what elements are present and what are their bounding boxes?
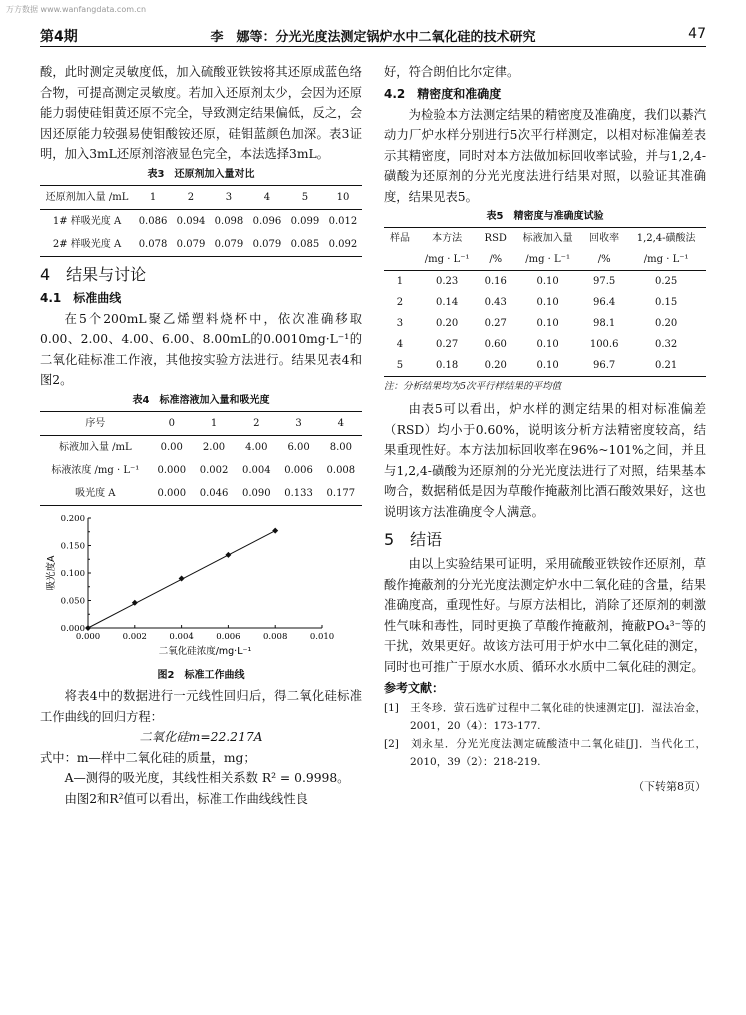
section-heading: 5 结语	[384, 530, 443, 549]
y-tick-label: 0.000	[60, 623, 85, 634]
table-cell: 0.15	[655, 297, 678, 308]
table-cell: 1	[396, 276, 404, 287]
table-cell: 0.27	[435, 339, 459, 350]
table-cell: /%	[582, 249, 626, 271]
table-cell: 0.10	[536, 339, 559, 350]
table-cell: 8.00	[329, 441, 352, 453]
y-tick-label: 0.150	[60, 541, 85, 551]
table-cell: 标液浓度 /mg · L⁻¹	[51, 464, 140, 476]
table-cell: /mg · L⁻¹	[626, 249, 706, 271]
table-cell: 样品	[389, 233, 410, 244]
table-cell: 4.00	[245, 441, 268, 453]
table-header-row	[384, 228, 706, 250]
paragraph: 由图2和R²值可以看出，标准工作曲线线性良	[64, 791, 308, 806]
table-cell: 回收率	[589, 233, 620, 244]
table-cell: 0.085	[290, 238, 320, 250]
x-tick-label: 0.006	[216, 631, 241, 642]
x-tick-label: 0.002	[122, 631, 147, 642]
table-cell: /mg · L⁻¹	[416, 249, 478, 271]
table-cell: 97.5	[593, 276, 616, 287]
table-cell: 0.000	[157, 487, 187, 499]
table-cell: 0.098	[214, 215, 244, 227]
table-cell: 2	[396, 297, 404, 308]
section-heading: 4 结果与讨论	[40, 264, 147, 284]
table-cell: 0.133	[284, 487, 313, 499]
table-cell: 96.7	[593, 360, 616, 371]
continued-note: （下转第8页）	[633, 780, 706, 793]
table-cell: 0.002	[199, 464, 229, 476]
page-number: 47	[688, 26, 706, 42]
table-cell: 0.079	[214, 238, 244, 250]
subsection-heading: 4.1 标准曲线	[40, 290, 122, 305]
running-header	[40, 24, 706, 47]
table-cell: 吸光度 A	[75, 487, 116, 499]
table-5	[384, 227, 706, 377]
table5-note: 注：分析结果均为5次平行样结果的平均值	[384, 381, 562, 392]
data-point	[85, 625, 91, 631]
paragraph: 将表4中的数据进行一元线性回归后，得二氧化硅标准工作曲线的回归方程：	[40, 689, 362, 724]
table-cell: 0.10	[536, 297, 559, 308]
references-heading: 参考文献：	[384, 681, 445, 695]
table-cell: 2# 样吸光度 A	[52, 238, 122, 250]
subsection-heading: 4.2 精密度和准确度	[384, 86, 502, 101]
table-cell: 还原剂加入量 /mL	[40, 185, 134, 209]
table-header-row	[40, 185, 362, 209]
table-cell: 1,2,4-磺酸法	[636, 233, 696, 244]
table-cell: 4	[320, 411, 362, 435]
table-cell: 2	[172, 185, 210, 209]
paragraph: 在5个200mL聚乙烯塑料烧杯中，依次准确移取0.00、2.00、4.00、6.00、8.00mL的0.0010mg·L⁻¹的二氧化硅标准工作液，其他按实验方法进行。结果见表4和图2。	[40, 311, 362, 387]
table-row	[40, 209, 362, 233]
table-cell: 0.10	[536, 276, 559, 287]
table-cell: 0.00	[160, 441, 183, 453]
x-tick-label: 0.004	[169, 631, 194, 642]
regression-equation: 二氧化硅m=22.217A	[139, 730, 263, 744]
table-row	[384, 271, 706, 293]
table-cell: 0.079	[252, 238, 282, 250]
table-cell: 本方法	[432, 233, 463, 244]
table-row	[40, 233, 362, 257]
table-cell: 0.004	[241, 464, 271, 476]
table-cell: 0.078	[138, 238, 168, 250]
table-row	[384, 334, 706, 355]
table-cell: 0.20	[655, 318, 678, 329]
figure-2	[40, 510, 362, 667]
table-cell: 0.099	[290, 215, 320, 227]
issue-number: 第4期	[40, 29, 78, 45]
table-cell: 0.16	[484, 276, 507, 287]
table-cell: 0.20	[435, 318, 459, 329]
table-cell: 98.1	[593, 318, 616, 329]
table4-caption: 表4 标准溶液加入量和吸光度	[132, 394, 270, 406]
table-cell: 0.43	[484, 297, 507, 308]
running-title: 李 娜等：分光光度法测定锅炉水中二氧化硅的技术研究	[210, 30, 536, 45]
table-row	[384, 355, 706, 377]
y-axis-label: 吸光度A	[46, 555, 57, 590]
x-axis-label: 二氧化硅浓度/mg·L⁻¹	[158, 645, 252, 657]
table-cell: 0.27	[484, 318, 507, 329]
table-cell: 0.092	[328, 238, 358, 250]
table-cell: /mg · L⁻¹	[513, 249, 582, 271]
table-cell: 0.18	[435, 360, 459, 371]
y-tick-label: 0.050	[60, 596, 85, 606]
watermark: 万方数据 www.wanfangdata.com.cn	[6, 5, 147, 14]
table-cell: 1	[193, 411, 235, 435]
table-cell	[384, 249, 416, 271]
paragraph: 由表5可以看出，炉水样的测定结果的相对标准偏差（RSD）均小于0.60%，说明该分析方法精密度较高，结果重现性好。本方法加标回收率在96%~101%之间，并且与1,2,4-磺酸为还原剂的分光光度法进行了对照，结果基本吻合，数据稍低是因为草酸作掩蔽剂比酒石酸效果好，这也说明该方法准确度令人满意。	[384, 402, 706, 519]
table-cell: 0.21	[655, 360, 678, 371]
data-point	[225, 551, 231, 557]
table-cell: 0.20	[484, 360, 507, 371]
table-row	[40, 482, 362, 506]
table-cell: 0.008	[326, 464, 356, 476]
table-row	[384, 313, 706, 334]
table-header-row	[384, 249, 706, 271]
reference-item: [1] 王冬珍．萤石选矿过程中二氧化硅的快速测定[J]．湿法冶金，2001，20（4）：173-177.	[384, 702, 706, 732]
table-cell: 1	[134, 185, 172, 209]
left-column	[40, 62, 362, 809]
table-cell: 0	[151, 411, 193, 435]
table-cell: 0.079	[176, 238, 206, 250]
table-cell: 序号	[40, 411, 151, 435]
table-cell: 0.086	[138, 215, 168, 227]
figure2-caption: 图2 标准工作曲线	[157, 670, 245, 681]
table-cell: 0.25	[655, 276, 678, 287]
table-4	[40, 411, 362, 506]
table-cell: 2.00	[202, 441, 226, 453]
table-cell: 0.094	[176, 215, 206, 227]
table-cell: 0.090	[241, 487, 271, 499]
table-cell: 0.10	[536, 360, 559, 371]
table-cell: 10	[324, 185, 362, 209]
paragraph: 为检验本方法测定结果的精密度及准确度，我们以綦汽动力厂炉水样分别进行5次平行样测定，以相对标准偏差表示其精密度，同时对本方法做加标回收率试验，并与1,2,4-磺酸为还原剂的分光光度法进行结果对照，以验证其准确度，结果见表5。	[384, 107, 706, 204]
table-cell: 0.32	[655, 339, 678, 350]
x-tick-label: 0.010	[309, 631, 335, 642]
y-tick-label: 0.200	[60, 513, 85, 524]
table-cell: 3	[210, 185, 248, 209]
table-row	[40, 459, 362, 482]
table-cell: 0.012	[328, 215, 358, 227]
table-cell: /%	[478, 249, 513, 271]
table-cell: 5	[396, 360, 404, 371]
table-cell: 4	[396, 339, 404, 350]
table-cell: 0.10	[536, 318, 559, 329]
paragraph: 由以上实验结果可证明，采用硫酸亚铁铵作还原剂，草酸作掩蔽剂的分光光度法测定炉水中二氧化硅的含量，结果准确度高，重现性好。与原方法相比，消除了还原剂的刺激性气味和毒性，同时更换了草酸作掩蔽剂，掩蔽PO₄³⁻等的干扰，效果更好。故该方法可用于炉水中二氧化硅的测定，同时也可推广于原水水质、循环水水质中二氧化硅的测定。	[384, 557, 706, 674]
table-cell: 3	[277, 411, 319, 435]
table-cell: 0.177	[326, 487, 356, 499]
table-cell: 6.00	[287, 441, 310, 453]
paragraph: 好，符合朗伯比尔定律。	[384, 65, 520, 79]
table-cell: 标液加入量	[522, 233, 573, 244]
table-cell: 1# 样吸光度 A	[52, 215, 122, 227]
table3-caption: 表3 还原剂加入量对比	[147, 168, 255, 180]
table-cell: 0.096	[252, 215, 282, 227]
data-point	[272, 527, 278, 533]
y-tick-label: 0.100	[60, 568, 85, 579]
table-3	[40, 185, 362, 257]
table-cell: 0.14	[435, 297, 459, 308]
table-cell: 0.046	[199, 487, 229, 499]
table-cell: 96.4	[593, 297, 616, 308]
table-cell: 4	[248, 185, 286, 209]
reference-item: [2] 刘永星．分光光度法测定硫酸渣中二氧化硅[J]．当代化工，2010，39（2）：218-219.	[384, 738, 706, 768]
table-cell: 标液加入量 /mL	[58, 441, 132, 453]
x-tick-label: 0.008	[263, 631, 288, 642]
table-cell: 5	[286, 185, 324, 209]
table5-caption: 表5 精密度与准确度试验	[486, 211, 604, 222]
table-row	[384, 292, 706, 313]
table-cell: 0.60	[484, 339, 507, 350]
table-cell: 100.6	[589, 339, 619, 350]
table-header-row	[40, 411, 362, 435]
table-row	[40, 435, 362, 459]
table-cell: 0.23	[435, 276, 459, 287]
table-cell: RSD	[484, 233, 507, 244]
table-cell: 3	[396, 318, 404, 329]
table-cell: 0.006	[284, 464, 313, 476]
equation-explanation: 式中：m—样中二氧化硅的质量，mg；	[40, 750, 256, 765]
right-column	[384, 62, 706, 798]
standard-curve-chart	[40, 510, 362, 660]
table-cell: 2	[235, 411, 277, 435]
equation-explanation: A—测得的吸光度，其线性相关系数 R² = 0.9998。	[64, 771, 350, 785]
paragraph: 酸，此时测定灵敏度低，加入硫酸亚铁铵将其还原成蓝色络合物，可提高测定灵敏度。若加入还原剂太少，会因为还原能力弱使硅钼黄还原不完全，导致测定结果偏低，反之，会因还原能力较强易使钼酸铵还原，硅钼蓝颜色加深。表3证明，加入3mL还原剂溶液显色完全，本法选择3mL。	[40, 65, 362, 161]
x-tick-label: 0.000	[75, 631, 101, 642]
table-cell: 0.000	[157, 464, 187, 476]
